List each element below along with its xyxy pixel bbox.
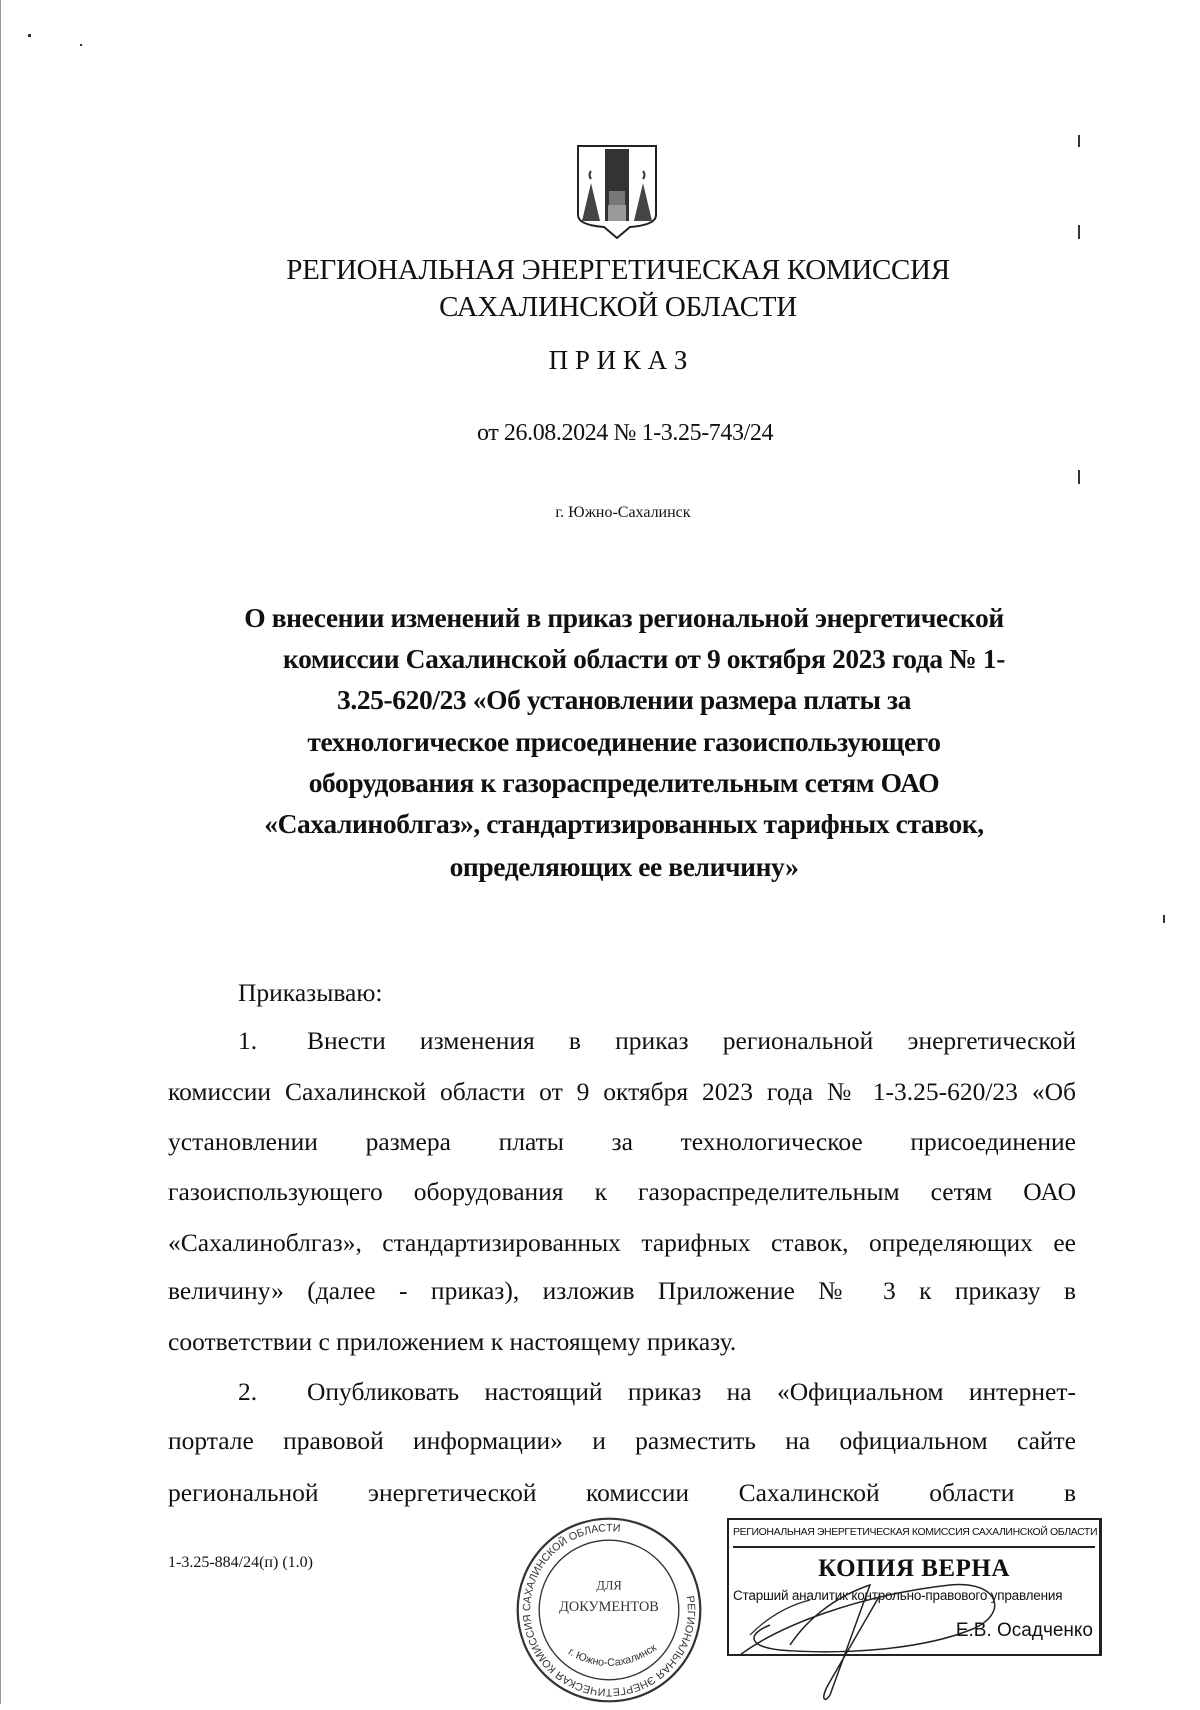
intro-text: Приказываю: (238, 978, 383, 1007)
svg-text:г. Южно-Сахалинск (566, 1642, 659, 1669)
document-code: 1-3.25-884/24(п) (1.0) (168, 1554, 313, 1571)
body-line: портале правовой информации» и разместить на официальном сайте (168, 1426, 1076, 1455)
stamp-position: Старший аналитик контрольно-правового управления (733, 1588, 1063, 1603)
document-type: П Р И К А З (548, 345, 688, 375)
body-line: установлении размера платы за технологическое присоединение (168, 1127, 1076, 1156)
body-line: величину» (далее - приказ), изложив Приложение № 3 к приказу в (168, 1276, 1076, 1305)
item-number: 2. (238, 1377, 258, 1406)
coat-of-arms-icon (575, 143, 659, 239)
stamp-title: КОПИЯ ВЕРНА (818, 1555, 1010, 1582)
document-date-number: от 26.08.2024 № 1-3.25-743/24 (476, 420, 774, 446)
scan-speck (1078, 225, 1080, 239)
signature (720, 1555, 1020, 1705)
document-title-line: комиссии Сахалинской области от 9 октября 2023 года № 1- (283, 643, 1005, 674)
seal-center-line2: ДОКУМЕНТОВ (559, 1598, 659, 1615)
seal-ring-text: РЕГИОНАЛЬНАЯ ЭНЕРГЕТИЧЕСКАЯ КОМИССИЯ САХАЛИНСКОЙ ОБЛАСТИ (521, 1522, 697, 1698)
org-name-line1: РЕГИОНАЛЬНАЯ ЭНЕРГЕТИЧЕСКАЯ КОМИССИЯ (286, 254, 950, 286)
document-title-line: 3.25-620/23 «Об установлении размера платы за (337, 684, 911, 715)
official-seal (515, 1516, 703, 1704)
scan-speck (1163, 915, 1165, 923)
scan-speck (80, 44, 82, 46)
document-title-line: технологическое присоединение газоиспользующего (307, 726, 941, 757)
body-line: «Сахалиноблгаз», стандартизированных тарифных ставок, определяющих ее (168, 1228, 1076, 1257)
scan-speck (1078, 470, 1080, 484)
document-title-line: определяющих ее величину» (449, 851, 799, 882)
scan-speck (28, 34, 31, 37)
scan-speck (1078, 135, 1080, 147)
body-line: Опубликовать настоящий приказ на «Официальном интернет- (307, 1377, 1076, 1406)
document-title-line: «Сахалиноблгаз», стандартизированных тарифных ставок, (264, 808, 984, 839)
stamp-org: РЕГИОНАЛЬНАЯ ЭНЕРГЕТИЧЕСКАЯ КОМИССИЯ САХАЛИНСКОЙ ОБЛАСТИ (733, 1526, 1098, 1538)
body-line: Внести изменения в приказ региональной энергетической (307, 1026, 1076, 1055)
document-city: г. Южно-Сахалинск (555, 504, 691, 521)
body-line: комиссии Сахалинской области от 9 октября 2023 года № 1-3.25-620/23 «Об (168, 1077, 1076, 1106)
document-title-line: оборудования к газораспределительным сетям ОАО (308, 767, 940, 798)
document-title-line: О внесении изменений в приказ региональной энергетической (244, 602, 1004, 633)
seal-bottom-text: г. Южно-Сахалинск (566, 1641, 659, 1670)
seal-center-line1: ДЛЯ (596, 1578, 622, 1593)
body-line: соответствии с приложением к настоящему приказу. (168, 1327, 737, 1356)
stamp-signer-name: Е.В. Осадченко (955, 1620, 1093, 1641)
item-number: 1. (238, 1026, 258, 1055)
body-line: газоиспользующего оборудования к газораспределительным сетям ОАО (168, 1177, 1076, 1206)
stamp-divider (733, 1546, 1095, 1548)
org-name-line2: САХАЛИНСКОЙ ОБЛАСТИ (439, 291, 797, 323)
body-line: региональной энергетической комиссии Сахалинской области в (168, 1478, 1076, 1507)
